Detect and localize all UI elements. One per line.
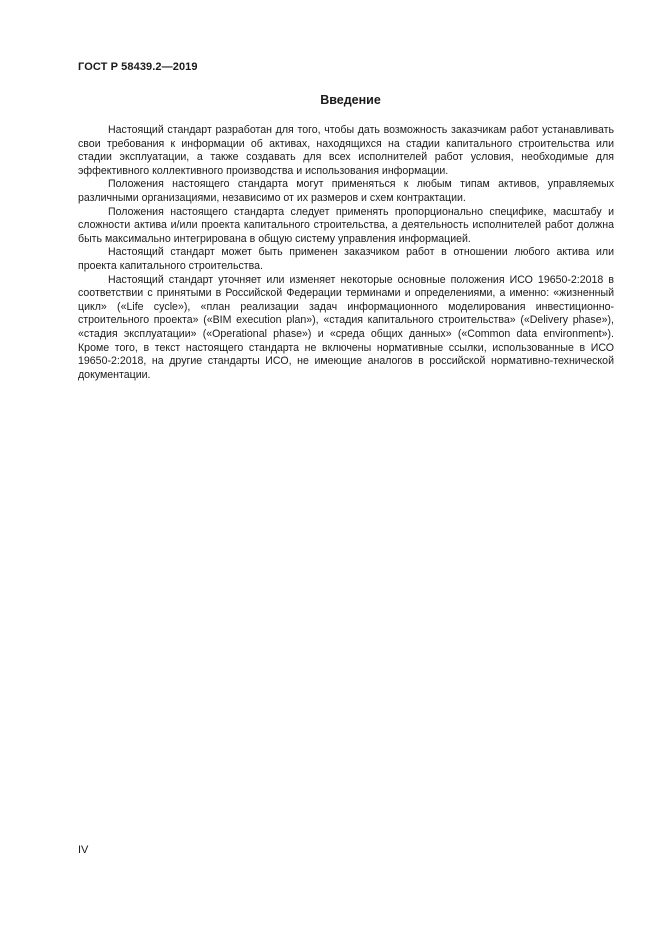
paragraph: Положения настоящего стандарта могут применяться к любым типам активов, управляемых различными организациями, независимо от их размеров и схем контрактации. [78, 178, 614, 204]
document-id: ГОСТ Р 58439.2—2019 [78, 61, 198, 73]
paragraph: Настоящий стандарт может быть применен заказчиком работ в отношении любого актива или проекта капитального строительства. [78, 246, 614, 272]
paragraph: Положения настоящего стандарта следует применять пропорционально специфике, масштабу и сложности актива и/или проекта капитального строительства, а деятельность исполнителей работ должна быть максимально интегрирована в общую систему управления информацией. [78, 205, 614, 245]
section-title: Введение [320, 93, 381, 107]
paragraph: Настоящий стандарт уточняет или изменяет некоторые основные положения ИСО 19650-2:2018 в соответствии с принятыми в Российской Федерации терминами и определениями, а именно: «жизненный цикл» («Life cycle»), «план реализации задач информационного моделирования инвестиционно-строительного проекта» («BIM execution plan»), «стадия капитального строительства» («Delivery phase»), «стадия эксплуатации» («Operational phase») и «среда общих данных» («Common data environment»). Кроме того, в текст настоящего стандарта не включены нормативные ссылки, использованные в ИСО 19650-2:2018, на другие стандарты ИСО, не имеющие аналогов в российской нормативно-технической документации. [78, 273, 614, 381]
body-text [78, 124, 614, 382]
page-number: IV [78, 844, 89, 856]
paragraph: Настоящий стандарт разработан для того, чтобы дать возможность заказчикам работ устанавливать свои требования к информации об активах, находящихся на стадии капитального строительства или стадии эксплуатации, а также создавать для всех исполнителей работ условия, необходимые для эффективного коллективного производства и использования информации. [78, 124, 614, 177]
